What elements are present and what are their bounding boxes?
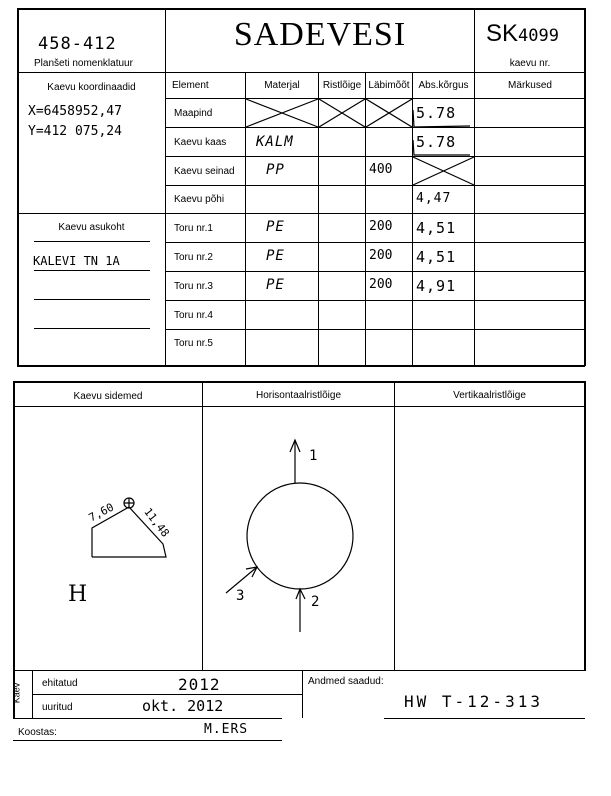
row-element: Toru nr.3 xyxy=(174,281,213,292)
row-material: PP xyxy=(266,162,285,178)
row-diameter: 200 xyxy=(369,248,393,263)
footer-side-label: Kaev xyxy=(11,682,22,704)
section-vertical-title: Vertikaalristlõige xyxy=(453,390,526,401)
coordinate-y: Y=412 075,24 xyxy=(28,124,122,139)
data-source-value: HW T-12-313 xyxy=(404,692,543,711)
col-material: Materjal xyxy=(264,80,300,91)
section-horizontal-title: Horisontaalristlõige xyxy=(255,390,342,401)
col-abs-height: Abs.kõrgus xyxy=(418,80,469,91)
well-number-label: kaevu nr. xyxy=(509,58,551,69)
col-cross-section: Ristlõige xyxy=(322,80,362,91)
row-diameter: 400 xyxy=(369,162,393,177)
surveyed-label: uuritud xyxy=(42,702,73,713)
pipe-label-3: 3 xyxy=(236,588,246,604)
pipe-label-2: 2 xyxy=(311,594,321,610)
tie-distance-1: 7,60 xyxy=(86,500,117,525)
row-material: PE xyxy=(266,277,285,293)
built-value: 2012 xyxy=(178,675,221,694)
well-number-value: 4099 xyxy=(518,26,559,46)
col-notes: Märkused xyxy=(508,80,552,91)
row-diameter: 200 xyxy=(369,277,393,292)
pipe-label-1: 1 xyxy=(309,448,319,464)
coordinate-x: X=6458952,47 xyxy=(28,104,122,119)
data-source-label: Andmed saadud: xyxy=(308,676,384,687)
section-ties-title: Kaevu sidemed xyxy=(73,391,143,402)
built-label: ehitatud xyxy=(42,678,78,689)
row-element: Toru nr.1 xyxy=(174,223,213,234)
coordinates-label: Kaevu koordinaadid xyxy=(47,82,136,93)
nomenclature-value: 458-412 xyxy=(38,34,117,54)
row-abs-height: 4,51 xyxy=(416,248,457,266)
row-material: KALM xyxy=(256,134,294,150)
col-diameter: Läbimõõt xyxy=(368,80,410,91)
row-element: Toru nr.5 xyxy=(174,338,213,349)
surveyed-value: okt. 2012 xyxy=(142,697,224,715)
row-element: Maapind xyxy=(174,108,213,119)
row-element: Kaevu kaas xyxy=(174,137,227,148)
tie-distance-2: 11,48 xyxy=(141,505,172,540)
row-material: PE xyxy=(266,219,285,235)
well-prefix: SK xyxy=(486,20,519,47)
row-abs-height: 4,91 xyxy=(416,277,457,295)
well-number xyxy=(486,20,559,48)
building-mark: H xyxy=(68,582,89,607)
location-label: Kaevu asukoht xyxy=(58,222,125,233)
author-value: M.ERS xyxy=(204,722,249,737)
col-element: Element xyxy=(172,80,209,91)
page-title: SADEVESI xyxy=(233,16,407,53)
row-element: Kaevu põhi xyxy=(174,194,225,205)
row-element: Toru nr.4 xyxy=(174,310,213,321)
row-abs-height: 5.78 xyxy=(416,133,457,151)
row-abs-height: 4,47 xyxy=(416,191,452,206)
row-material: PE xyxy=(266,248,285,264)
row-diameter: 200 xyxy=(369,219,393,234)
nomenclature-label: Planšeti nomenklatuur xyxy=(34,58,133,69)
location-value: KALEVI TN 1A xyxy=(33,254,120,268)
row-element: Kaevu seinad xyxy=(174,166,235,177)
row-element: Toru nr.2 xyxy=(174,252,213,263)
author-label: Koostas: xyxy=(18,727,57,738)
row-abs-height: 5.78 xyxy=(416,104,457,122)
row-abs-height: 4,51 xyxy=(416,219,457,237)
